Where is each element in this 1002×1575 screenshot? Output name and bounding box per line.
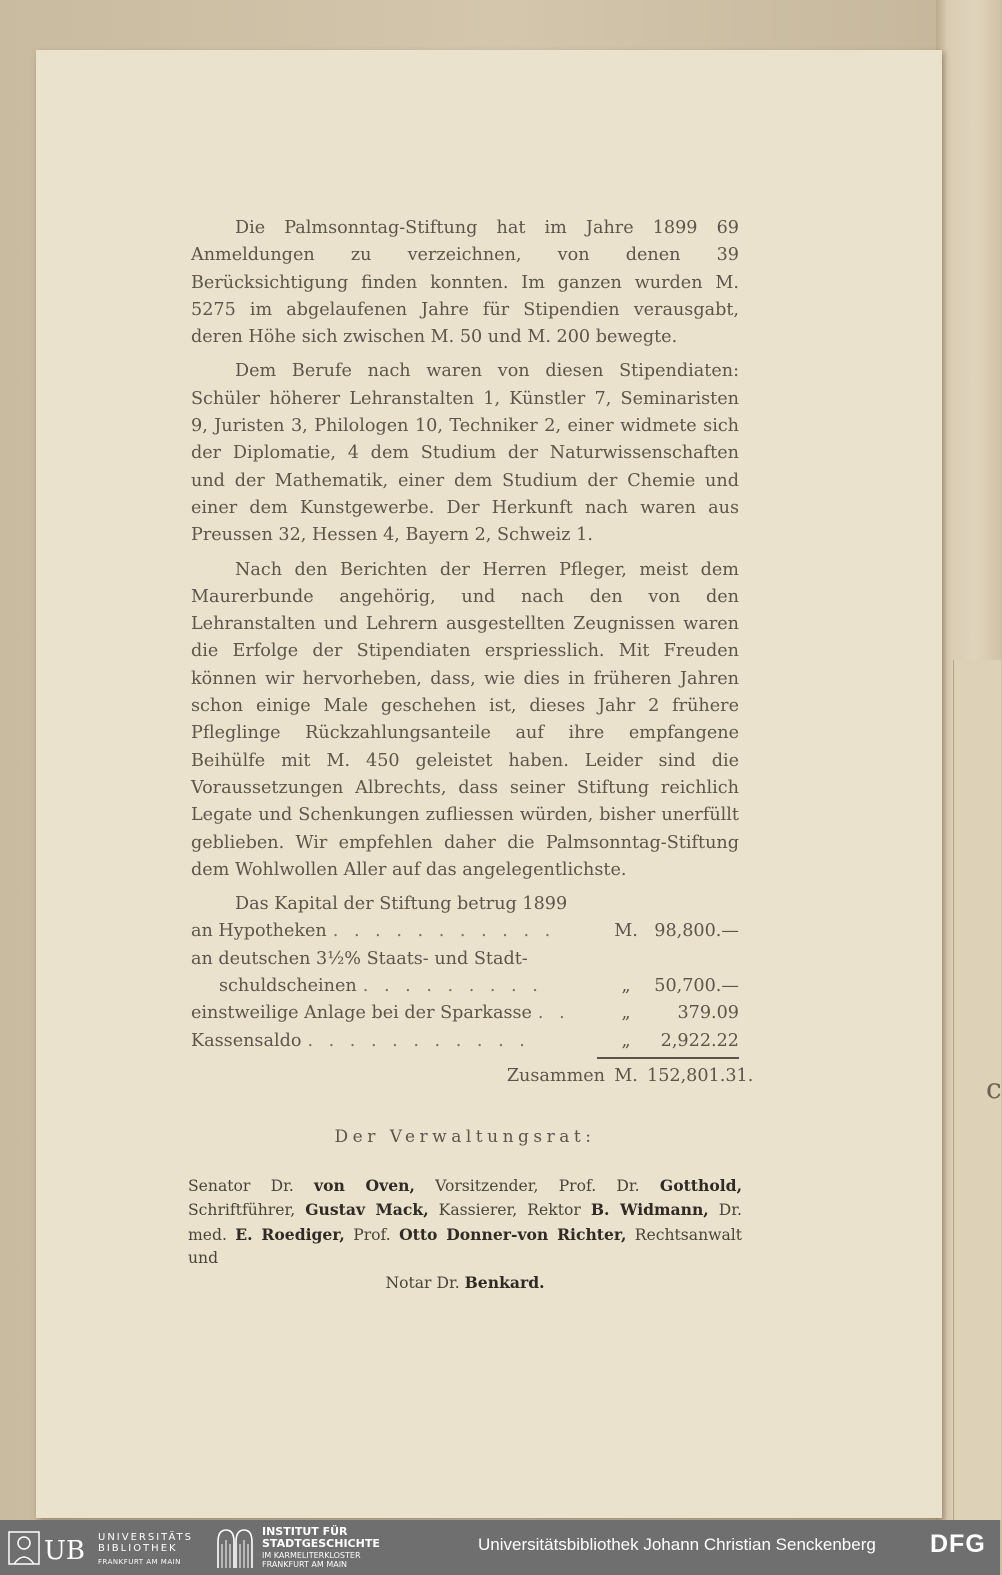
paragraph-1: Die Palmsonntag-Stiftung hat im Jahre 1899 69 Anmeldungen zu verzeichnen, von denen 39 Berücksichtigung finden konnten. Im ganzen wurden M. 5275 im abgelaufenen Jahre für Stipendien verausgabt, deren Höhe sich zwischen M. 50 und M. 200 bewegte. <box>191 218 739 348</box>
ub-line: UNIVERSITÄTS <box>98 1532 194 1543</box>
council-members <box>188 1174 742 1296</box>
total-label: Zusammen <box>506 1065 605 1086</box>
council-text: Vorsitzender, Prof. Dr. <box>414 1176 660 1195</box>
paragraph-2: Dem Berufe nach waren von diesen Stipendiaten: Schüler höherer Lehranstalten 1, Künstler 7, Seminaristen 9, Juristen 3, Philologen 10, Techniker 2, einer widmete sich der Diplomatie, 4 dem Studium der Naturwissenschaften und der Mathematik, einer dem Studium der Chemie und einer dem Kunstgewerbe. Der Herkunft nach waren aus Preussen 32, Hessen 4, Bayern 2, Schweiz 1. <box>191 361 739 546</box>
footer-bar <box>0 1520 1000 1575</box>
council-member-name: von Oven, <box>314 1175 415 1195</box>
total-amount: 152,801.31. <box>647 1065 754 1086</box>
ub-logo-icon <box>8 1530 96 1566</box>
capital-row-label: an Hypotheken <box>191 921 327 942</box>
council-text: Notar Dr. <box>385 1273 465 1292</box>
council-text: Rechtsanwalt und <box>188 1225 743 1267</box>
capital-row-label: einstweilige Anlage bei der Sparkasse <box>191 1003 532 1024</box>
isg-subline <box>262 1551 361 1569</box>
isg-sub-line: IM KARMELITERKLOSTER <box>262 1551 361 1560</box>
isg-logo-icon <box>216 1528 254 1568</box>
capital-row-label: Kassensaldo <box>191 1030 302 1051</box>
ub-line: BIBLIOTHEK <box>98 1543 178 1554</box>
ub-subline: FRANKFURT AM MAIN <box>98 1558 181 1566</box>
capital-row-amount: 50,700.— <box>654 976 739 997</box>
capital-row-hypotheken <box>191 918 739 945</box>
council-heading: Der Verwaltungsrat: <box>334 1127 596 1148</box>
council-text: Schriftführer, <box>188 1201 306 1219</box>
council-member-name: Gustav Mack, <box>305 1200 429 1219</box>
paragraph-3: Nach den Berichten der Herren Pfleger, meist dem Maurerbunde angehörig, und nach den von den Lehranstalten und Lehrern ausgestellten Zeugnissen waren die Erfolge der Stipendiaten erspriesslich. Mit Freuden können wir hervorheben, dass, wie dies in früheren Jahren schon einige Male geschehen ist, dieses Jahr 2 frühere Pfleglinge Rückzahlungsanteile auf ihre empfangene Beihülfe mit M. 450 geleistet haben. Leider sind die Voraussetzungen Albrechts, dass seiner Stiftung reichlich Legate und Schenkungen zufliessen würden, bisher unerfüllt geblieben. Wir empfehlen daher die Palmsonntag-Stiftung dem Wohlwollen Aller auf das angelegentlichste. <box>191 559 739 880</box>
capital-row-schuldscheine <box>191 973 739 1000</box>
sum-rule <box>597 1057 739 1059</box>
isg-sub-line: FRANKFURT AM MAIN <box>262 1560 348 1569</box>
isg-line: INSTITUT FÜR <box>262 1525 348 1538</box>
isg-line: STADTGESCHICHTE <box>262 1536 380 1550</box>
council-member-name: Gotthold, <box>659 1175 742 1195</box>
currency-mark: „ <box>621 1003 631 1024</box>
capital-row-label: schuldscheinen <box>219 976 357 997</box>
council-member-name: B. Widmann, <box>590 1200 709 1219</box>
svg-text:UB: UB <box>44 1536 86 1566</box>
council-member-name: Otto Donner-von Richter, <box>399 1224 627 1244</box>
council-text: Senator Dr. <box>188 1176 315 1195</box>
currency-mark: „ <box>621 976 631 997</box>
dfg-logo: DFG <box>930 1530 986 1558</box>
capital-row-sparkasse <box>191 1000 739 1027</box>
library-name[interactable]: Universitätsbibliothek Johann Christian Senckenberg <box>478 1535 876 1554</box>
ub-wordmark <box>98 1532 193 1554</box>
currency-mark: M. <box>614 921 638 942</box>
total-row <box>191 1063 754 1090</box>
capital-row-schuldscheine-label <box>191 946 739 973</box>
page-content <box>188 215 754 1295</box>
council-member-name: Benkard. <box>464 1272 545 1292</box>
council-last-line <box>188 1271 742 1296</box>
council-text: Prof. <box>344 1225 400 1244</box>
leader-dots: . . . . . . . . . . . <box>307 1030 530 1051</box>
isg-wordmark <box>262 1526 380 1549</box>
capital-row-kassensaldo <box>191 1028 739 1055</box>
council-text: Kassierer, Rektor <box>428 1201 591 1219</box>
council-member-name: E. Roediger, <box>235 1224 345 1244</box>
capital-row-amount: 379.09 <box>677 1003 739 1024</box>
total-currency: M. <box>614 1065 638 1086</box>
capital-intro: Das Kapital der Stiftung betrug 1899 <box>235 894 568 915</box>
document-page <box>36 50 942 1518</box>
capital-row-amount: 98,800.— <box>654 921 739 942</box>
leader-dots: . . <box>537 1003 570 1024</box>
council-text: Dr. med. <box>188 1201 742 1244</box>
capital-row-amount: 2,922.22 <box>660 1030 739 1051</box>
leader-dots: . . . . . . . . . . . <box>332 921 556 942</box>
adjacent-page-mark: c <box>986 1072 1002 1105</box>
currency-mark: „ <box>621 1030 631 1051</box>
capital-row-label: an deutschen 3½% Staats- und Stadt- <box>191 948 528 969</box>
leader-dots: . . . . . . . . . <box>362 976 543 997</box>
